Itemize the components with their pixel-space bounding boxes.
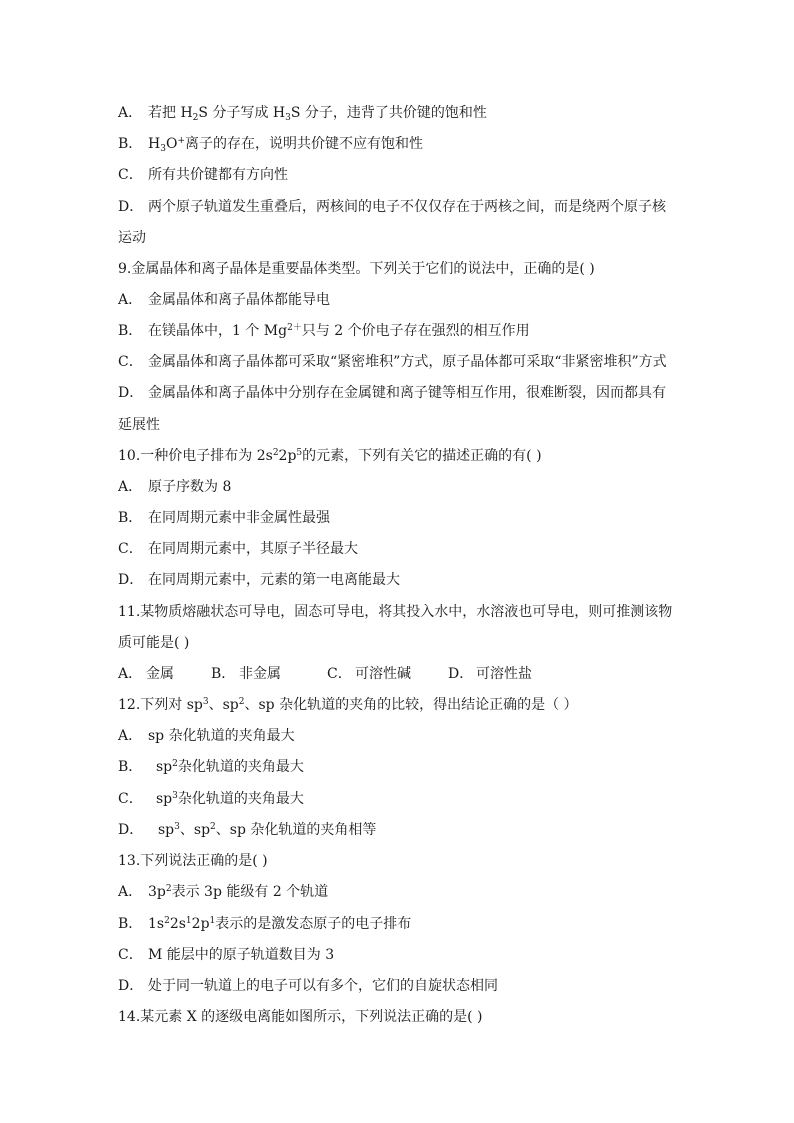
- q12-option-c: C． $sp^3$杂化轨道的夹角最大: [118, 791, 304, 807]
- q10-option-c: C． 在同周期元素中，其原子半径最大: [118, 541, 358, 557]
- q11-option-c: C． 可溶性碱: [327, 666, 411, 682]
- q10-option-b: B． 在同周期元素中非金属性最强: [118, 510, 330, 526]
- q11-option-d: D． 可溶性盐: [448, 666, 532, 682]
- q8-option-b: B． $H_3O^+$离子的存在，说明共价键不应有饱和性: [118, 136, 423, 154]
- q9-option-d: D． 金属晶体和离子晶体中分别存在金属键和离子键等相互作用，很难断裂，因而都具有: [118, 385, 666, 401]
- q8-option-c: C． 所有共价键都有方向性: [118, 167, 288, 183]
- q10-stem: 10.一种价电子排布为 $2s^22p^5$的元素，下列有关它的描述正确的有( ): [118, 448, 542, 464]
- q13-stem: 13.下列说法正确的是( ): [118, 853, 268, 869]
- q9-stem: 9.金属晶体和离子晶体是重要晶体类型。下列关于它们的说法中，正确的是( ): [118, 261, 595, 277]
- q9-option-b: B． 在镁晶体中，1 个 $Mg^{2+}$只与 2 个价电子存在强烈的相互作用: [118, 323, 530, 339]
- q12-option-a: A． sp 杂化轨道的夹角最大: [118, 728, 295, 744]
- q9-option-c: C． 金属晶体和离子晶体都可采取“紧密堆积”方式，原子晶体都可采取“非紧密堆积”方式: [118, 354, 667, 370]
- q12-option-d: D． $sp^3$、$sp^2$、sp 杂化轨道的夹角相等: [118, 822, 377, 838]
- q12-option-b: B． $sp^2$杂化轨道的夹角最大: [118, 759, 304, 775]
- q11-stem: 11.某物质熔融状态可导电，固态可导电，将其投入水中，水溶液也可导电，则可推测该物: [118, 604, 673, 620]
- q10-option-d: D． 在同周期元素中，元素的第一电离能最大: [118, 572, 400, 588]
- q8-option-a: A． 若把 $H_2S$ 分子写成 $H_3S$ 分子，违背了共价键的饱和性: [118, 105, 487, 123]
- q8-option-d-cont: 运动: [118, 230, 146, 246]
- q11-option-a: A． 金属: [118, 666, 174, 682]
- q8-option-d: D． 两个原子轨道发生重叠后，两核间的电子不仅仅存在于两核之间，而是绕两个原子核: [118, 199, 666, 215]
- q11-option-b: B． 非金属: [211, 666, 281, 682]
- q14-stem: 14.某元素 X 的逐级电离能如图所示，下列说法正确的是( ): [118, 1009, 483, 1025]
- q11-stem-cont: 质可能是( ): [118, 635, 190, 651]
- q10-option-a: A． 原子序数为 8: [118, 479, 232, 495]
- q11-options: [118, 665, 678, 683]
- q12-stem: 12.下列对 $sp^3$、$sp^2$、sp 杂化轨道的夹角的比较，得出结论正确的是（ ）: [118, 697, 578, 713]
- q9-option-a: A． 金属晶体和离子晶体都能导电: [118, 292, 330, 308]
- q9-option-d-cont: 延展性: [118, 417, 160, 433]
- q13-option-d: D． 处于同一轨道上的电子可以有多个，它们的自旋状态相同: [118, 978, 498, 994]
- q13-option-b: B． $1s^22s^12p^1$表示的是激发态原子的电子排布: [118, 916, 412, 932]
- q13-option-a: A． $3p^2$表示 3p 能级有 2 个轨道: [118, 884, 329, 900]
- q13-option-c: C． M 能层中的原子轨道数目为 3: [118, 947, 335, 963]
